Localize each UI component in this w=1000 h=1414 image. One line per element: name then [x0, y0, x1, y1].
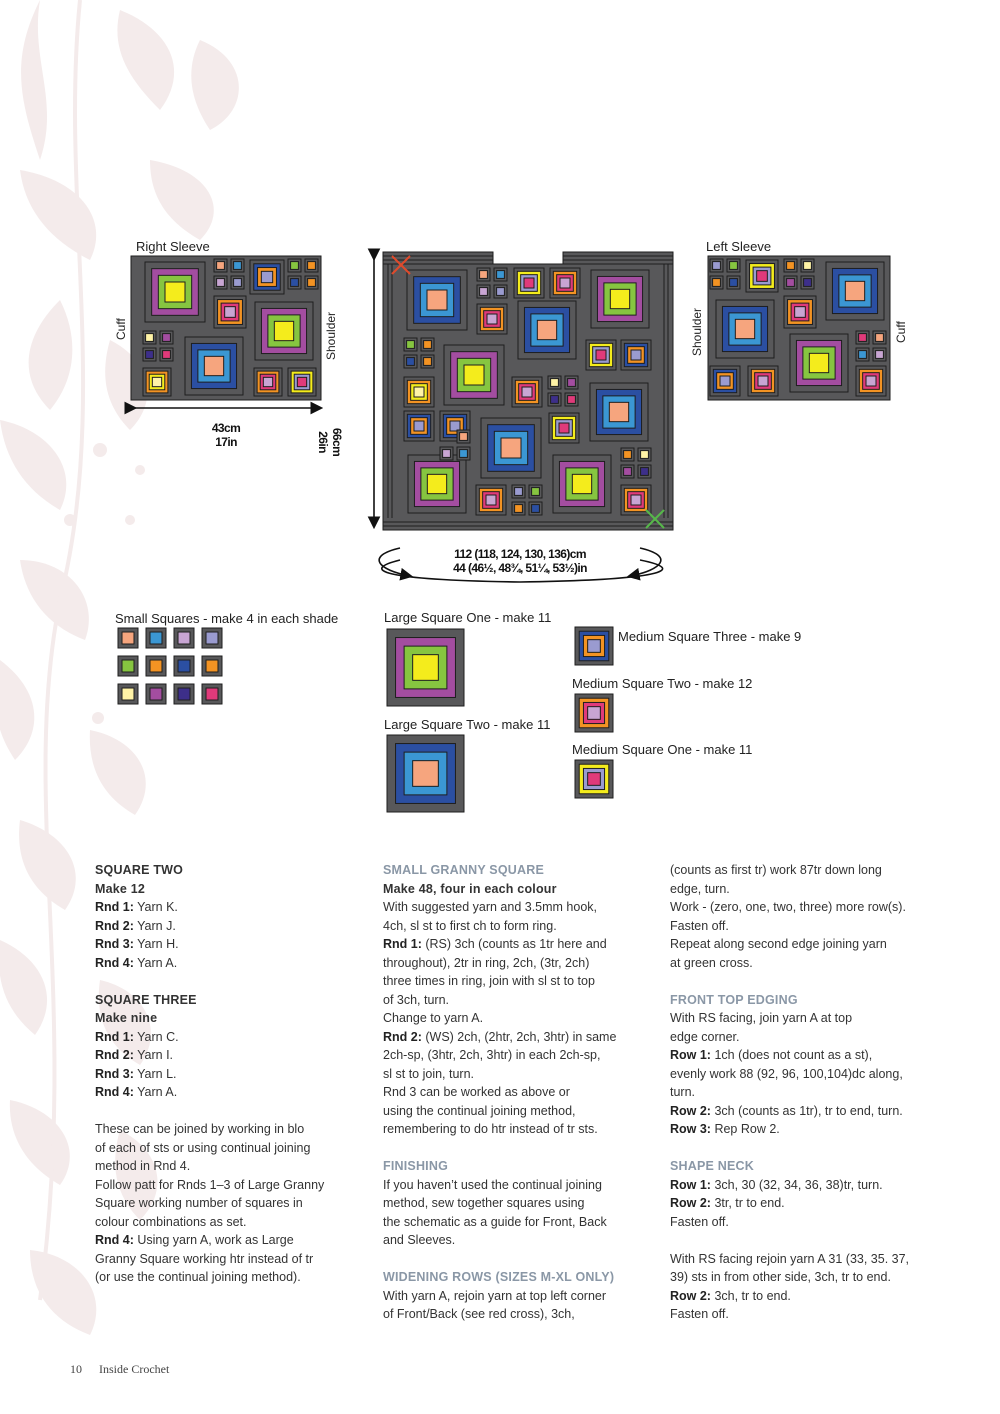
- front-top-edging-heading: FRONT TOP EDGING: [670, 992, 798, 1007]
- magazine-name: Inside Crochet: [99, 1362, 170, 1376]
- page-footer: [70, 1362, 183, 1377]
- right-sleeve-label: Right Sleeve: [136, 239, 210, 254]
- legend-medium-square-two: Medium Square Two - make 12: [572, 676, 753, 691]
- widening-rows-heading: WIDENING ROWS (SIZES M-XL ONLY): [383, 1270, 615, 1284]
- shape-neck-heading: SHAPE NECK: [670, 1159, 754, 1173]
- legend-medium-square-one: Medium Square One - make 11: [572, 742, 753, 757]
- column-three: (counts as first tr) work 87tr down long edge, turn. Work - (zero, one, two, three) more row(s). Fasten off. Repeat along second edge joining yarn at green cross. FRONT TOP EDGING With RS facing, join yarn A at top edge corner. Row 1: 1ch (does not count as a st), evenly work 88 (92, 96, 100,104)dc along, turn. Row 2: 3ch (counts as 1tr), tr to end, turn. Row 3: Rep Row 2. SHAPE NECK Row 1: 3ch, 30 (32, 34, 36, 38)tr, turn. Row 2: 3tr, tr to end. Fasten off. With RS facing rejoin yarn A 31 (33, 35. 37, 39) sts in from other side, 3ch, tr to end. Row 2: 3ch, tr to end. Fasten off.: [670, 863, 910, 1321]
- body-width-dimension: 112 (118, 124, 130, 136)cm 44 (46½, 48¾, 51¼, 53½)in: [453, 547, 587, 575]
- legend-medium-square-three: Medium Square Three - make 9: [618, 629, 802, 644]
- legend-large-square-two: Large Square Two - make 11: [384, 717, 551, 732]
- left-sleeve-label: Left Sleeve: [706, 239, 772, 254]
- shoulder-label-left: Shoulder: [324, 311, 338, 360]
- cuff-label-right: Cuff: [894, 321, 908, 343]
- square-three-heading: SQUARE THREE: [95, 992, 197, 1007]
- shoulder-label-right: Shoulder: [690, 307, 704, 356]
- legend-small-squares: Small Squares - make 4 in each shade: [115, 611, 339, 626]
- square-legend-swatches: [0, 600, 1000, 820]
- square-two-heading: SQUARE TWO: [95, 863, 184, 877]
- column-two: SMALL GRANNY SQUARE Make 48, four in each colour With suggested yarn and 3.5mm hook, 4ch, sl st to first ch to form ring. Rnd 1: (RS) 3ch (counts as 1tr here and throughout), 2tr in ring, 2ch, (3tr, 2ch) three times in ring, join with sl st to top of 3ch, turn. Change to yarn A. Rnd 2: (WS) 2ch, (2htr, 2ch, 3htr) in same 2ch-sp, (3htr, 2ch, 3htr) in each 2ch-sp, sl st to join, turn. Rnd 3 can be worked as above or using the continual joining method, remembering to do htr instead of tr sts. FINISHING If you haven’t used the continual joining method, sew together squares using the schematic as a guide for Front, Back and Sleeves. WIDENING ROWS (SIZES M-XL ONLY) With yarn A, rejoin yarn at top left corner of Front/Back (see red cross), 3ch,: [383, 863, 617, 1321]
- small-granny-square-heading: SMALL GRANNY SQUARE: [383, 863, 544, 877]
- garment-schematic: [0, 0, 1000, 600]
- body-height-dimension: 66cm 26in: [316, 427, 344, 457]
- finishing-heading: FINISHING: [383, 1159, 448, 1173]
- cuff-label-left: Cuff: [114, 318, 128, 340]
- legend-large-square-one: Large Square One - make 11: [384, 610, 552, 625]
- sleeve-width-dimension: 43cm 17in: [211, 421, 241, 449]
- column-one: SQUARE TWO Make 12 Rnd 1: Yarn K. Rnd 2: Yarn J. Rnd 3: Yarn H. Rnd 4: Yarn A. SQUARE THREE Make nine Rnd 1: Yarn C. Rnd 2: Yarn I. Rnd 3: Yarn L. Rnd 4: Yarn A. These can be joined by working in blo of each of sts or using continual joining method in Rnd 4. Follow patt for Rnds 1–3 of Large Granny Square working number of squares in colour combinations as set. Rnd 4: Using yarn A, work as Large Granny Square working htr instead of tr (or use the continual joining method).: [95, 863, 325, 1284]
- page-number: 10: [70, 1362, 82, 1376]
